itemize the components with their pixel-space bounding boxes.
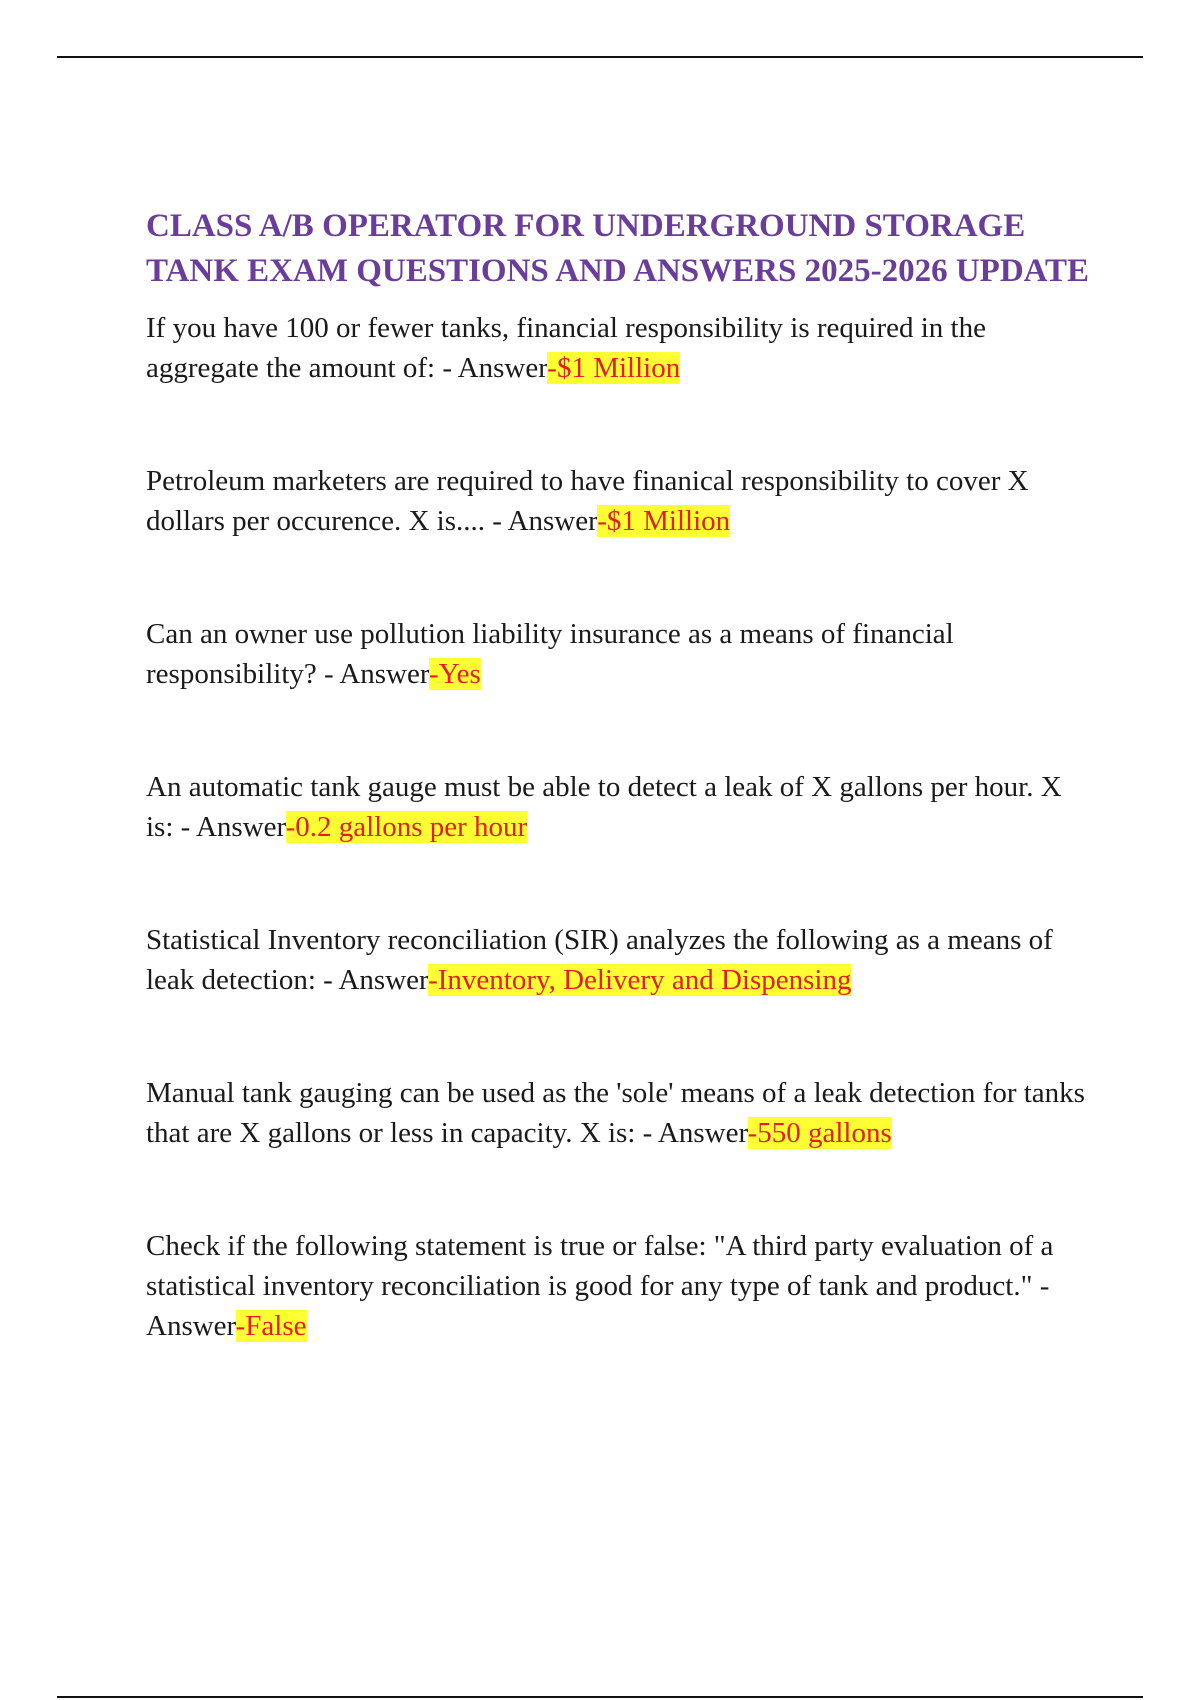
qa-item [146,1226,1096,1346]
document-body [146,204,1096,1419]
answer-highlight: -0.2 gallons per hour [285,811,528,843]
question-text: If you have 100 or fewer tanks, financial responsibility is required in the aggregate the amount of: [146,312,986,384]
answer-highlight: -False [235,1310,307,1342]
answer-prefix: - Answer [485,505,598,537]
answer-prefix: - Answer [173,811,286,843]
qa-item [146,461,1096,541]
question-text: Check if the following statement is true or false: "A third party evaluation of a statistical inventory reconciliation is good for any type of tank and product." [146,1230,1054,1302]
answer-highlight: -550 gallons [747,1117,892,1149]
question-text: Petroleum marketers are required to have finanical responsibility to cover X dollars per occurence. X is.... [146,465,1029,537]
answer-prefix: - Answer [146,1270,1050,1342]
qa-item [146,1073,1096,1153]
bottom-rule [57,1696,1143,1698]
qa-item [146,920,1096,1000]
qa-item [146,614,1096,694]
answer-highlight: -Inventory, Delivery and Dispensing [428,964,852,996]
answer-prefix: - Answer [315,964,429,996]
qa-item [146,767,1096,847]
top-rule [57,56,1143,58]
question-text: Statistical Inventory reconciliation (SIR) analyzes the following as a means of leak detection: [146,924,1053,996]
answer-prefix: - Answer [316,658,429,690]
question-text: Can an owner use pollution liability insurance as a means of financial responsibility? [146,618,954,690]
question-text: An automatic tank gauge must be able to detect a leak of X gallons per hour. X is: [146,771,1062,843]
answer-prefix: - Answer [635,1117,748,1149]
qa-item [146,308,1096,388]
answer-highlight: -Yes [428,658,481,690]
document-title: CLASS A/B OPERATOR FOR UNDERGROUND STORAGE TANK EXAM QUESTIONS AND ANSWERS 2025-2026 UPDATE [146,208,1090,289]
answer-highlight: -$1 Million [597,505,731,537]
question-text: Manual tank gauging can be used as the 'sole' means of a leak detection for tanks that are X gallons or less in capacity. X is: [146,1077,1085,1149]
answer-prefix: - Answer [435,352,548,384]
answer-highlight: -$1 Million [547,352,681,384]
